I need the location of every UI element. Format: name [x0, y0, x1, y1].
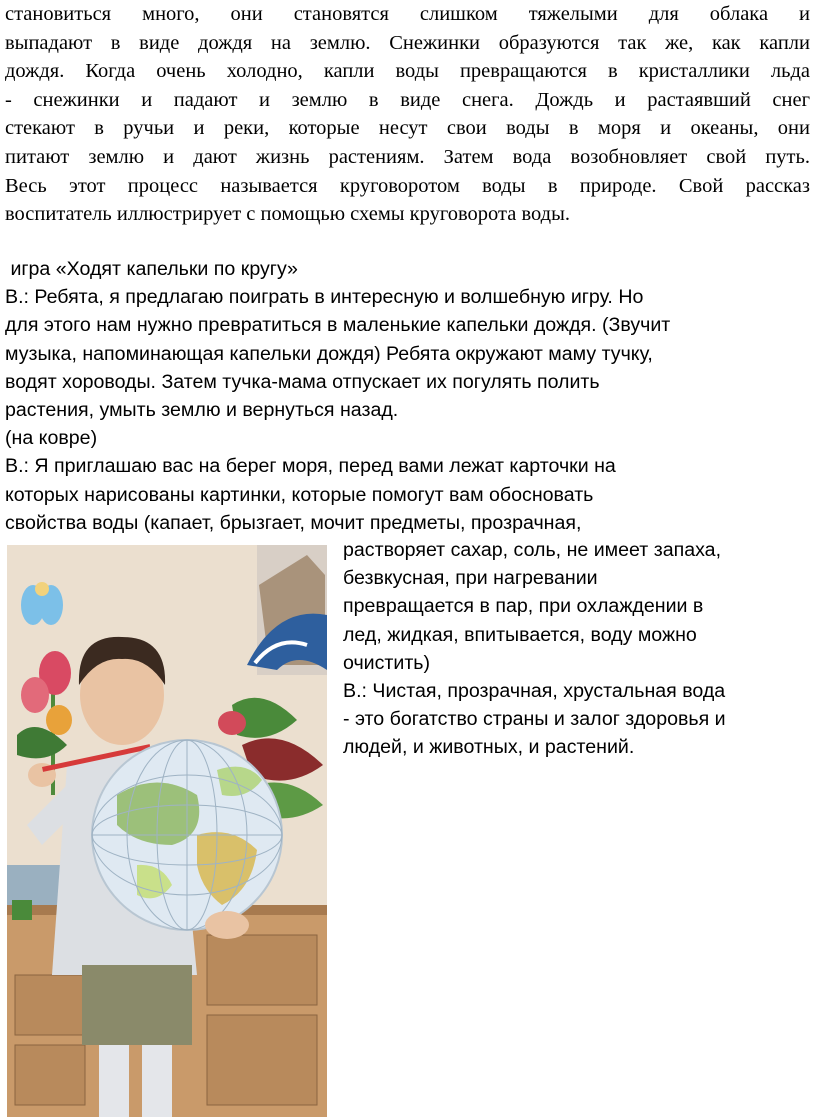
paragraph-line: - снежинки и падают и землю в виде снега. Дождь и растаявший снег: [5, 88, 810, 111]
game-line: музыка, напоминающая капельки дождя) Ребята окружают маму тучку,: [5, 342, 653, 365]
game-title: игра «Ходят капельки по кругу»: [5, 258, 298, 280]
paragraph-line: выпадают в виде дождя на землю. Снежинки образуются так же, как капли: [5, 31, 810, 54]
water-properties-text: [343, 536, 803, 762]
paragraph-line: стекают в ручьи и реки, которые несут свои воды в моря и океаны, они: [5, 117, 810, 140]
text-line: превращается в пар, при охлаждении в: [343, 595, 704, 618]
text-line: людей, и животных, и растений.: [343, 736, 635, 759]
paragraph-line: воспитатель иллюстрирует с помощью схемы круговорота воды.: [5, 203, 571, 226]
water-cycle-paragraph: [5, 0, 810, 229]
paragraph-line: дождя. Когда очень холодно, капли воды превращаются в кристаллики льда: [5, 60, 810, 83]
game-section: [5, 255, 805, 537]
text-line: В.: Чистая, прозрачная, хрустальная вода: [343, 679, 726, 702]
paragraph-line: питают землю и дают жизнь растениям. Затем вода возобновляет свой путь.: [5, 145, 810, 168]
game-line: В.: Я приглашаю вас на берег моря, перед вами лежат карточки на: [5, 455, 616, 478]
game-line: (на ковре): [5, 427, 98, 450]
text-line: - это богатство страны и залог здоровья и: [343, 708, 726, 731]
paragraph-line: Весь этот процесс называется круговоротом воды в природе. Свой рассказ: [5, 174, 810, 197]
game-line: которых нарисованы картинки, которые помогут вам обосновать: [5, 483, 594, 506]
game-line: растения, умыть землю и вернуться назад.: [5, 398, 399, 421]
text-line: очистить): [343, 651, 431, 674]
game-line: свойства воды (капает, брызгает, мочит предметы, прозрачная,: [5, 511, 582, 534]
text-line: лед, жидкая, впитывается, воду можно: [343, 623, 697, 646]
text-line: растворяет сахар, соль, не имеет запаха,: [343, 539, 722, 561]
game-line: В.: Ребята, я предлагаю поиграть в интересную и волшебную игру. Но: [5, 286, 644, 309]
game-line: водят хороводы. Затем тучка-мама отпускает их погулять полить: [5, 370, 600, 393]
text-line: безвкусная, при нагревании: [343, 567, 598, 590]
paragraph-line: становиться много, они становятся слишком тяжелыми для облака и: [5, 3, 810, 25]
child-with-globe-photo: [7, 545, 327, 1117]
game-line: для этого нам нужно превратиться в маленькие капельки дождя. (Звучит: [5, 314, 671, 337]
